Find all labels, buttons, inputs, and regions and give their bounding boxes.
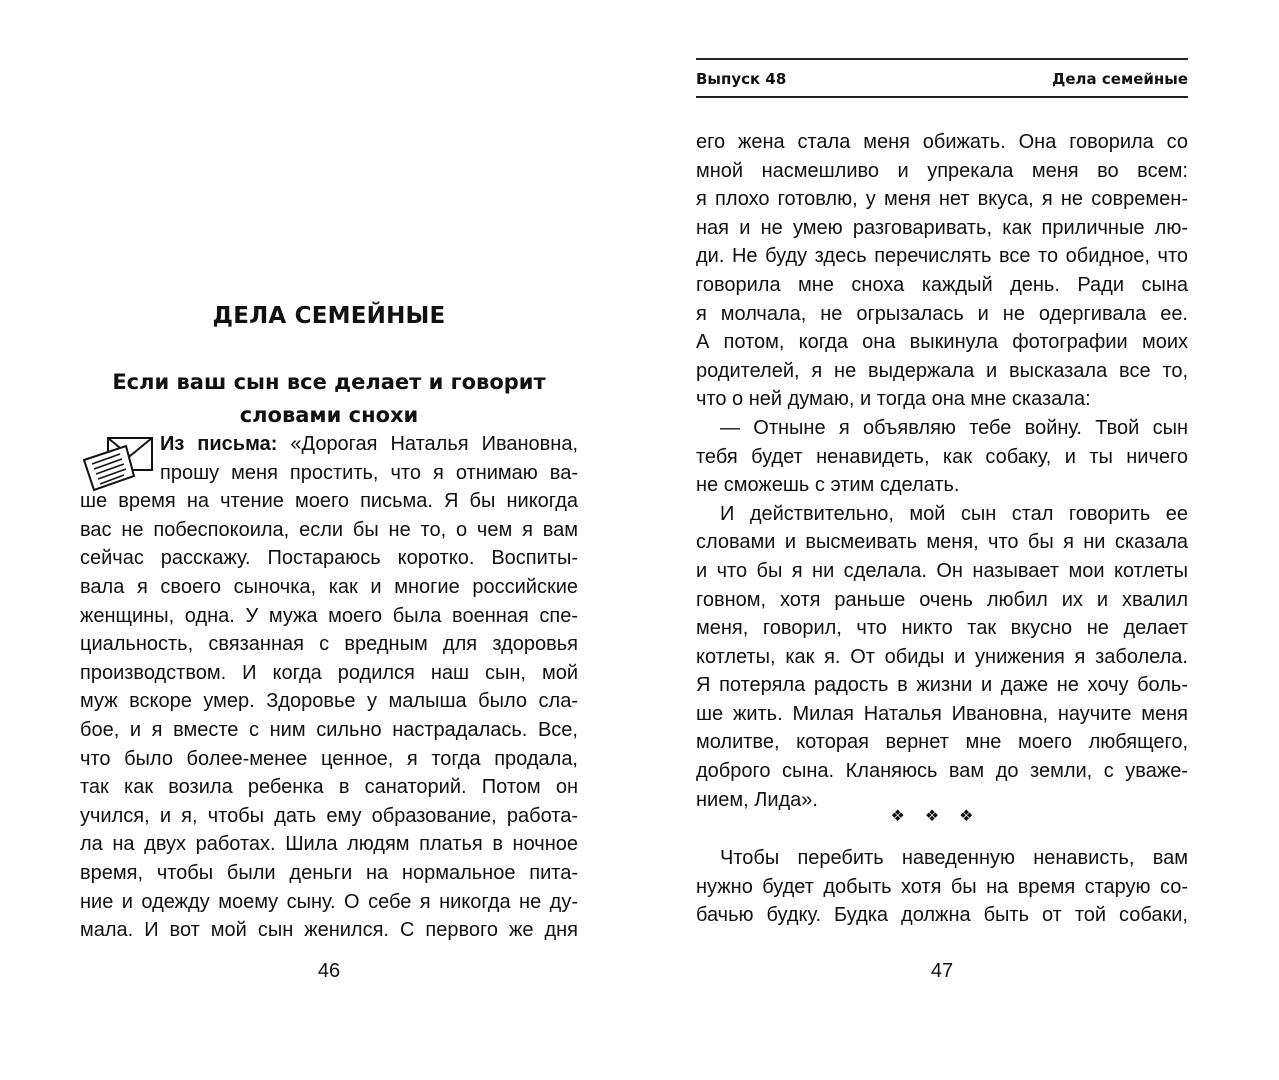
text-line: нужно будет добыть хотя бы на время старую со- <box>696 875 1188 898</box>
article-title-line: словами снохи <box>239 403 419 427</box>
text-line: ла на двух работах. Шила людям платья в ночное <box>80 833 578 856</box>
text-line: А потом, когда она выкинула фотографии моих <box>696 331 1188 354</box>
text-line: мной насмешливо и упрекала меня во всем: <box>696 159 1188 182</box>
text-line: родителей, я не выдержала и высказала все то, <box>696 359 1188 382</box>
section-break-ornament: ❖❖❖ <box>890 808 994 825</box>
article-title-line: Если ваш сын все делает и говорит <box>112 370 546 394</box>
text-line: производством. И когда родился наш сын, мой <box>80 661 578 684</box>
issue-label: Выпуск 48 <box>696 70 787 88</box>
letter-text-continued <box>696 128 1188 814</box>
section-label: Дела семейные <box>1052 70 1188 88</box>
right-page <box>696 0 1188 1080</box>
text-line: и что бы я ни сделала. Он называет мои котлеты <box>696 559 1188 582</box>
text-line: тебя будет ненавидеть, как собаку, и ты ничего <box>696 445 1188 468</box>
text-line: женщины, одна. У мужа моего была военная спе- <box>80 604 578 627</box>
text-line: учился, и я, чтобы дать ему образование, работа- <box>80 804 578 827</box>
lead-label: Из письма: <box>160 433 278 455</box>
page-number: 47 <box>930 960 954 982</box>
text-line: мала. И вот мой сын женился. С первого же дня <box>80 919 578 942</box>
text-line: — Отныне я объявляю тебе войну. Твой сын <box>720 416 1188 439</box>
text-line: что было более-менее ценное, я тогда продала, <box>80 747 578 770</box>
running-header <box>696 58 1188 98</box>
text-line: Чтобы перебить наведенную ненависть, вам <box>720 847 1188 869</box>
text-line: ние и одежду моему сыну. О себе я никогда не ду- <box>80 890 578 913</box>
text-line: так как возила ребенка в санаторий. Потом он <box>80 776 578 799</box>
text-line: я плохо готовлю, у меня нет вкуса, я не современ- <box>696 188 1188 211</box>
text-line: ная и не умею разговаривать, как приличные лю- <box>696 216 1188 239</box>
text-line: бачью будку. Будка должна быть от той собаки, <box>696 904 1188 927</box>
text-line: время, чтобы были деньги на нормальное пита- <box>80 861 578 884</box>
text-line: сейчас расскажу. Постараюсь коротко. Воспиты- <box>80 547 578 570</box>
text-line: словами и высмеивать меня, что бы я ни сказала <box>696 531 1188 554</box>
text-line: что о ней думаю, и тогда она мне сказала: <box>696 388 1091 411</box>
text-line: меня, говорил, что никто так вкусно не делает <box>696 617 1188 640</box>
text-line: говном, хотя раньше очень любил их и хвалил <box>696 588 1188 611</box>
left-page <box>80 0 578 1080</box>
text-line: Я потеряла радость в жизни и даже не хочу боль- <box>696 674 1188 697</box>
text-line: не сможешь с этим сделать. <box>696 474 960 497</box>
text-line: говорила мне сноха каждый день. Ради сына <box>696 273 1188 296</box>
text-line: нием, Лида». <box>696 788 818 811</box>
text-line: И действительно, мой сын стал говорить ее <box>720 502 1188 525</box>
text-line: ше жить. Милая Наталья Ивановна, научите меня <box>696 702 1188 725</box>
text-line: котлеты, как я. От обиды и унижения я заболела. <box>696 645 1188 668</box>
text-line: Из письма: «Дорогая Наталья Ивановна, <box>160 433 578 455</box>
text-line: доброго сына. Кланяюсь вам до земли, с уваже- <box>696 760 1188 783</box>
text-line: вала я своего сыночка, как и многие российские <box>80 575 578 598</box>
text-line: ди. Не буду здесь перечислять все то обидное, что <box>696 245 1188 268</box>
text-line: я молчала, не огрызалась и не одергивала ее. <box>696 302 1188 325</box>
text-line: его жена стала меня обижать. Она говорила со <box>696 131 1188 153</box>
letter-text <box>80 430 578 945</box>
article-title <box>80 366 578 432</box>
text-line: прошу меня простить, что я отнимаю ва- <box>160 461 578 484</box>
text-line: бое, и я вместе с ним сильно настрадалась. Все, <box>80 718 578 741</box>
text-line: ше время на чтение моего письма. Я бы никогда <box>80 490 578 513</box>
text-line: циальность, связанная с вредным для здоровья <box>80 633 578 656</box>
text-line: вас не побеспокоила, если бы не то, о чем я вам <box>80 518 578 541</box>
section-title: ДЕЛА СЕМЕЙНЫЕ <box>212 303 446 329</box>
text-line: муж вскоре умер. Здоровье у малыша было сла- <box>80 690 578 713</box>
page-number: 46 <box>317 960 341 982</box>
advice-text <box>696 844 1188 930</box>
text-line: молитве, которая вернет мне моего любящего, <box>696 731 1188 754</box>
